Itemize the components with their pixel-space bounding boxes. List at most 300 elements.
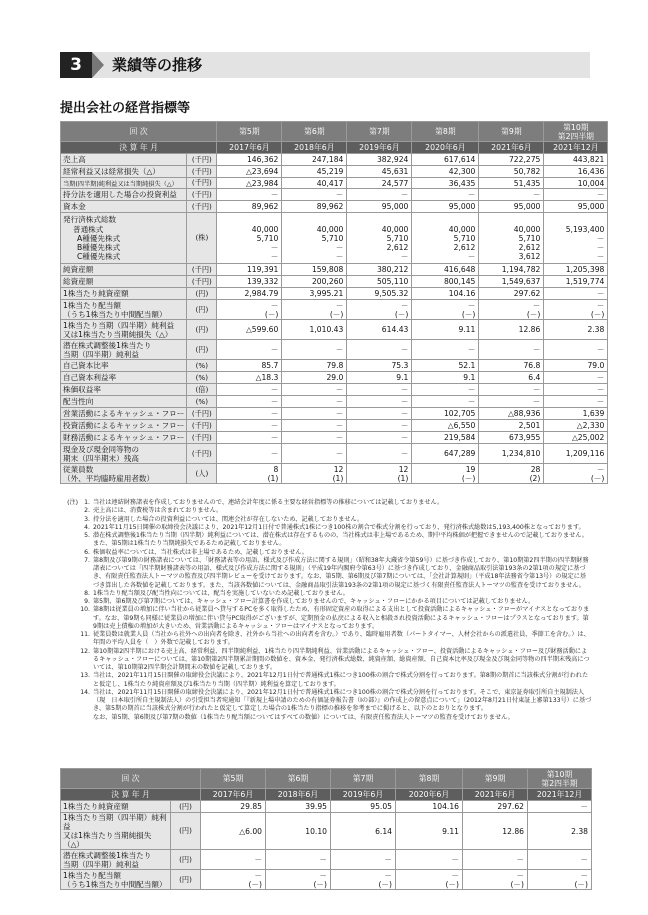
header-row (61, 122, 608, 142)
row-value: － (396, 850, 463, 870)
row-value: － (217, 444, 282, 464)
header-date-row (61, 789, 592, 801)
row-value: － (－) (396, 870, 463, 890)
row-value: － (－) (544, 300, 608, 320)
row-label: 営業活動によるキャッシュ・フロー (61, 408, 187, 420)
row-value: － (347, 384, 412, 396)
row-value: 52.1 (412, 360, 479, 372)
header-period: 第9期 (463, 769, 528, 789)
row-value: △2,330 (544, 420, 608, 432)
header-date: 2017年6月 (201, 789, 266, 801)
row-value: 9.11 (396, 813, 463, 850)
row-label: 売上高 (61, 154, 187, 166)
note-text: 当社は、2021年11月15日開催の取締役会決議により、2021年12月1日付で普通株式1株につき100株の割合で株式分割を行っております。そこで、東京証券取引所自主規制法人（現 日本取引所自主規制法人）の引受担当者宛通知「『新規上場申請のための有価証券報告書（Iの部）』の作成上の留意点について」（2012年8月21日付東証上審第133号）に基づき、第5期の期首に当該株式分割が行われたと仮定して算定した場合の1株当たり指標の推移を参考までに掲げると、以下のとおりとなります。 (93, 688, 592, 713)
row-value: 51,435 (479, 178, 544, 189)
row-label: 現金及び現金同等物の 期末（四半期末）残高 (61, 444, 187, 464)
row-label: 1株当たり当期（四半期）純利益 又は1株当たり当期純損失（△） (61, 320, 187, 340)
note-text: 第10期第2四半期における売上高、経常利益、四半期純利益、1株当たり四半期純利益、営業活動によるキャッシュ・フロー、投資活動によるキャッシュ・フロー及び財務活動によるキャッシュ・フローについては、第10期第2四半期累計期間の数値を、資本金、発行済株式総数、純資産額、総資産額、自己資本比率及び現金及び現金同等物の四半期末残高については、第10期第2四半期会計期間末の数値を記載しております。 (93, 647, 590, 671)
row-value: － (544, 288, 608, 300)
row-value: － (544, 396, 608, 408)
row-unit: (円) (171, 813, 201, 850)
header-period: 第7期 (347, 122, 412, 142)
row-label: 経常利益又は経常損失（△） (61, 166, 187, 178)
row-value: － (－) (479, 300, 544, 320)
chevron-icon (92, 52, 104, 78)
row-value: 1,519,774 (544, 276, 608, 288)
row-unit: (円) (187, 300, 217, 320)
row-unit: (円) (171, 850, 201, 870)
table-row (61, 801, 592, 813)
row-value: 40,000 5,710 2,612 － (412, 213, 479, 264)
row-value: － (201, 850, 266, 870)
header-period: 第5期 (217, 122, 282, 142)
header-date: 2021年12月 (528, 789, 592, 801)
note-item (60, 598, 592, 606)
row-value: － (－) (412, 300, 479, 320)
table-row (61, 384, 608, 396)
row-value: 3,995.21 (282, 288, 347, 300)
row-value: 45,219 (282, 166, 347, 178)
row-value: 45,631 (347, 166, 412, 178)
row-label: 持分法を適用した場合の投資利益 (61, 189, 187, 201)
row-unit: (人) (187, 464, 217, 484)
row-value: － (412, 396, 479, 408)
row-value: 443,821 (544, 154, 608, 166)
row-label: 1株当たり配当額 （うち1株当たり中間配当額） (61, 870, 171, 890)
row-value: 382,924 (347, 154, 412, 166)
header-date: 2019年6月 (331, 789, 396, 801)
row-value: － (479, 396, 544, 408)
row-value: 200,260 (282, 276, 347, 288)
note-text: 株価収益率については、当社株式は非上場であるため、記載しておりません。 (93, 548, 308, 556)
row-unit: (千円) (187, 154, 217, 166)
row-value: 40,000 5,710 2,612 － (347, 213, 412, 264)
row-value: 36,435 (412, 178, 479, 189)
row-unit: (円) (187, 340, 217, 360)
row-value: － (282, 396, 347, 408)
row-value: － (282, 408, 347, 420)
row-value: － (－) (282, 300, 347, 320)
header-period: 第7期 (331, 769, 396, 789)
financial-indicators-table (60, 121, 608, 484)
row-value: － (544, 189, 608, 201)
row-value: － (－) (463, 870, 528, 890)
row-unit: (千円) (187, 189, 217, 201)
row-value: 29.85 (201, 801, 266, 813)
header-kai: 回 次 (61, 122, 217, 142)
header-period: 第6期 (266, 769, 331, 789)
row-value: 6.4 (479, 372, 544, 384)
row-value: － (528, 850, 592, 870)
row-unit: (千円) (187, 276, 217, 288)
row-value: 9.1 (347, 372, 412, 384)
table-row (61, 432, 608, 444)
header-date-row (61, 142, 608, 154)
row-value: 42,300 (412, 166, 479, 178)
row-value: 380,212 (347, 264, 412, 276)
row-value: － (282, 384, 347, 396)
section-number: 3 (60, 52, 92, 78)
table-row (61, 166, 608, 178)
row-label: 財務活動によるキャッシュ・フロー (61, 432, 187, 444)
section-header (60, 52, 590, 78)
row-value: 102,705 (412, 408, 479, 420)
row-value: 8 (1) (217, 464, 282, 484)
row-value: － (282, 420, 347, 432)
row-value: 2,501 (479, 420, 544, 432)
note-number: 12. (80, 647, 90, 655)
row-value: － (347, 340, 412, 360)
row-value: 104.16 (412, 288, 479, 300)
row-value: － (217, 384, 282, 396)
note-text: 第8期及び第9期の財務諸表については、「財務諸表等の用語、様式及び作成方法に関する規則」（昭和38年大蔵省令第59号）に基づき作成しており、第10期第2四半期の四半期財務諸表については「四半期財務諸表等の用語、様式及び作成方法に関する規則」（平成19年内閣府令第63号）に基づき作成しており、金融商品取引法第193条の2第1項の規定に基づき、有限責任監査法人トーマツの監査及び四半期レビューを受けております。なお、第5期、第6期及び第7期については、「会社計算規則」（平成18年法務省令第13号）の規定に基づき算出した各数値を記載しております。また、当該各数値については、金融商品取引法第193条の2第1項の規定に基づく有限責任監査法人トーマツの監査を受けておりません。 (93, 556, 589, 589)
row-value: － (217, 340, 282, 360)
row-value: － (347, 189, 412, 201)
note-item (60, 499, 592, 507)
row-value: － (479, 189, 544, 201)
row-unit: (千円) (187, 166, 217, 178)
note-text: 当社は、2021年11月15日開催の取締役会決議により、2021年12月1日付で普通株式1株につき100株の割合で株式分割を行っております。第8期の期首に当該株式分割が行われたと仮定し、1株当たり純資産額及び1株当たり当期（四半期）純利益を算定しております。 (93, 672, 589, 688)
table-row (61, 189, 608, 201)
row-value: 1,234,810 (479, 444, 544, 464)
note-number: (注) 1. (67, 499, 90, 506)
note-item (60, 714, 592, 722)
row-unit: (千円) (187, 201, 217, 213)
row-value: 1,010.43 (282, 320, 347, 340)
row-value: △23,984 (217, 178, 282, 189)
row-unit: (円) (187, 320, 217, 340)
note-item (60, 557, 592, 590)
row-value: － (347, 432, 412, 444)
note-item (60, 631, 592, 648)
note-number: 7. (84, 556, 90, 564)
note-text: 潜在株式調整後1株当たり当期（四半期）純利益については、潜在株式は存在するものの、当社株式は非上場であるため、期中平均株価が把握できませんので記載しておりません。また、第5期は1株当たり当期純損失であるため記載しておりません。 (93, 532, 588, 548)
row-value: － (347, 396, 412, 408)
row-value: 722,275 (479, 154, 544, 166)
row-value: 139,332 (217, 276, 282, 288)
note-number: 2. (84, 507, 90, 515)
row-value: 12.86 (479, 320, 544, 340)
row-unit: (円) (171, 870, 201, 890)
row-value: 29.0 (282, 372, 347, 384)
share-class-label: B種優先株式 (77, 243, 121, 252)
row-unit: (千円) (187, 420, 217, 432)
row-value: △25,002 (544, 432, 608, 444)
row-value: － (412, 189, 479, 201)
row-value: 76.8 (479, 360, 544, 372)
row-value: － (412, 384, 479, 396)
row-value: － (331, 850, 396, 870)
row-label: 潜在株式調整後1株当たり 当期（四半期）純利益 (61, 850, 171, 870)
row-value: － (544, 340, 608, 360)
table-row (61, 420, 608, 432)
row-value: 119,391 (217, 264, 282, 276)
row-unit: (%) (187, 360, 217, 372)
row-value: 146,362 (217, 154, 282, 166)
table-row (61, 300, 608, 320)
row-value: 50,782 (479, 166, 544, 178)
row-value: 247,184 (282, 154, 347, 166)
note-number (60, 714, 93, 722)
note-item (60, 516, 592, 524)
note-number: 11. (80, 631, 90, 638)
row-value: － (217, 408, 282, 420)
row-value: 505,110 (347, 276, 412, 288)
row-value: △6.00 (201, 813, 266, 850)
row-value: 12 (1) (347, 464, 412, 484)
table-row (61, 201, 608, 213)
table-row (61, 178, 608, 189)
row-value: 95,000 (544, 201, 608, 213)
row-value: 1,205,398 (544, 264, 608, 276)
row-label: 1株当たり純資産額 (61, 801, 171, 813)
row-value: － (－) (217, 300, 282, 320)
shares-row (61, 213, 608, 264)
row-value: △88,936 (479, 408, 544, 420)
row-label: 自己資本比率 (61, 360, 187, 372)
row-label: 純資産額 (61, 264, 187, 276)
row-value: － (－) (331, 870, 396, 890)
per-share-reference-table (60, 768, 592, 890)
note-number: 13. (80, 672, 90, 680)
row-value: 79.0 (544, 360, 608, 372)
note-text: 当社は連結財務諸表を作成しておりませんので、連結会計年度に係る主要な経営指標等の推移については記載しておりません。 (93, 499, 444, 506)
table-row (61, 340, 608, 360)
row-value: － (217, 432, 282, 444)
row-value: 85.7 (217, 360, 282, 372)
row-label: 潜在株式調整後1株当たり 当期（四半期）純利益 (61, 340, 187, 360)
row-value: － (266, 850, 331, 870)
note-number: 5. (84, 532, 90, 539)
row-value: － (217, 420, 282, 432)
header-period: 第8期 (396, 769, 463, 789)
row-value: － (－) (528, 870, 592, 890)
header-date: 2020年6月 (412, 142, 479, 154)
row-value: 75.3 (347, 360, 412, 372)
row-value: 2.38 (544, 320, 608, 340)
row-unit: (千円) (187, 444, 217, 464)
row-value: 95,000 (347, 201, 412, 213)
note-item (60, 549, 592, 557)
row-value: 9.11 (412, 320, 479, 340)
row-value: △6,550 (412, 420, 479, 432)
table-row (61, 288, 608, 300)
header-date: 2021年6月 (463, 789, 528, 801)
row-value: 10,004 (544, 178, 608, 189)
row-value: 1,209,116 (544, 444, 608, 464)
row-value: 297.62 (479, 288, 544, 300)
note-text: 第5期、第6期及び第7期については、キャッシュ・フロー計算書を作成しておりませんので、キャッシュ・フローにかかる項目については記載しておりません。 (93, 598, 535, 605)
note-number: 4. (84, 523, 90, 531)
row-value: － (544, 384, 608, 396)
row-unit: (千円) (187, 264, 217, 276)
row-value: 12 (1) (282, 464, 347, 484)
table-row (61, 154, 608, 166)
note-text: なお、第5期、第6期及び第7期の数値（1株当たり配当額についてはすべての数値）については、有限責任監査法人トーマツの監査を受けておりません。 (93, 713, 514, 721)
table-row (61, 813, 592, 850)
row-value: 104.16 (396, 801, 463, 813)
shares-label (61, 213, 187, 264)
note-item (60, 606, 592, 631)
row-value: 416,648 (412, 264, 479, 276)
row-value: △23,694 (217, 166, 282, 178)
row-value: 1,549,637 (479, 276, 544, 288)
table-row (61, 264, 608, 276)
table-row (61, 360, 608, 372)
note-text: 第8期は従業員の増加に伴い当社から従業員へ貸与するPCを多く取得したため、有形固定資産の取得による支出として投資活動によるキャッシュ・フローがマイナスとなっております。なお、第9期も同様に従業員の増加に伴い貸与PC取得がございますが、定期預金の払戻による収入と相殺され投資活動によるキャッシュ・フローはプラスとなっております。第9期は売上債権の増加が大きいため、営業活動によるキャッシュ・フローはマイナスとなっております。 (93, 606, 590, 630)
row-value: 9,505.32 (347, 288, 412, 300)
row-value: － (282, 432, 347, 444)
row-value: 12.86 (463, 813, 528, 850)
row-value: － (528, 801, 592, 813)
row-unit: (倍) (187, 384, 217, 396)
row-value: 297.62 (463, 801, 528, 813)
share-class-label: C種優先株式 (77, 252, 121, 261)
row-value: 89,962 (217, 201, 282, 213)
row-unit: (株) (187, 213, 217, 264)
share-class-label: 普通株式 (73, 225, 104, 234)
row-value: － (282, 189, 347, 201)
row-value: － (347, 408, 412, 420)
note-text: 2021年11月15日開催の取締役会決議により、2021年12月1日付で普通株式1株につき100株の割合で株式分割を行っており、発行済株式総数は5,193,400株となっております。 (93, 523, 585, 531)
table-row (61, 372, 608, 384)
row-label: 自己資本利益率 (61, 372, 187, 384)
row-value: 617,614 (412, 154, 479, 166)
note-number: 9. (84, 598, 90, 605)
row-value: － (－) (347, 300, 412, 320)
row-value: － (－) (544, 464, 608, 484)
row-value: － (479, 340, 544, 360)
header-period: 第9期 (479, 122, 544, 142)
note-text: 売上高には、消費税等は含まれておりません。 (93, 507, 223, 515)
row-label: 総資産額 (61, 276, 187, 288)
row-value: 79.8 (282, 360, 347, 372)
share-class-label: A種優先株式 (77, 234, 121, 243)
note-item (60, 648, 592, 673)
row-value: 24,577 (347, 178, 412, 189)
row-value: 10.10 (266, 813, 331, 850)
table-row (61, 870, 592, 890)
row-value: 2,984.79 (217, 288, 282, 300)
note-number: 14. (80, 688, 90, 696)
row-label: 1株当たり純資産額 (61, 288, 187, 300)
note-item (60, 672, 592, 689)
row-value: 95,000 (479, 201, 544, 213)
header-kessan: 決 算 年 月 (61, 142, 217, 154)
row-value: － (217, 396, 282, 408)
row-value: 40,000 5,710 － － (217, 213, 282, 264)
row-value: △599.60 (217, 320, 282, 340)
header-date: 2019年6月 (347, 142, 412, 154)
row-value: － (282, 444, 347, 464)
note-number: 6. (84, 548, 90, 556)
row-value: 95,000 (412, 201, 479, 213)
header-date: 2017年6月 (217, 142, 282, 154)
row-value: 40,000 5,710 － － (282, 213, 347, 264)
row-value: 89,962 (282, 201, 347, 213)
row-label: 1株当たり配当額 （うち1株当たり中間配当額） (61, 300, 187, 320)
row-unit: (円) (171, 801, 201, 813)
row-value: △18.3 (217, 372, 282, 384)
notes (60, 499, 592, 722)
table-row (61, 396, 608, 408)
row-value: 1,194,782 (479, 264, 544, 276)
subsection-title: 提出会社の経営指標等 (60, 101, 191, 116)
row-value: 159,808 (282, 264, 347, 276)
table-row (61, 464, 608, 484)
row-value: 800,145 (412, 276, 479, 288)
row-value: － (217, 189, 282, 201)
row-value: 2.38 (528, 813, 592, 850)
row-value: 40,417 (282, 178, 347, 189)
table-row (61, 276, 608, 288)
row-value: － (282, 340, 347, 360)
note-item (60, 524, 592, 532)
row-value: 5,193,400 － － － (544, 213, 608, 264)
row-unit: (千円) (187, 178, 217, 189)
row-label: 投資活動によるキャッシュ・フロー (61, 420, 187, 432)
header-date: 2021年6月 (479, 142, 544, 154)
row-unit: (千円) (187, 432, 217, 444)
row-value: － (347, 444, 412, 464)
row-value: 647,289 (412, 444, 479, 464)
header-date: 2018年6月 (282, 142, 347, 154)
row-value: － (544, 372, 608, 384)
row-label: 配当性向 (61, 396, 187, 408)
row-value: 19 (－) (412, 464, 479, 484)
row-value: 40,000 5,710 2,612 3,612 (479, 213, 544, 264)
header-kai: 回 次 (61, 769, 201, 789)
note-text: 1株当たり配当額及び配当性向については、配当を実施していないため記載しておりません。 (93, 589, 349, 597)
note-item (60, 590, 592, 598)
row-value: 39.95 (266, 801, 331, 813)
header-row (61, 769, 592, 789)
header-period: 第10期 第2四半期 (528, 769, 592, 789)
row-value: － (463, 850, 528, 870)
row-value: 614.43 (347, 320, 412, 340)
header-period: 第8期 (412, 122, 479, 142)
header-period: 第5期 (201, 769, 266, 789)
row-value: 673,955 (479, 432, 544, 444)
note-number: 10. (80, 606, 90, 614)
row-value: 95.05 (331, 801, 396, 813)
row-unit: (%) (187, 396, 217, 408)
header-date: 2020年6月 (396, 789, 463, 801)
note-item (60, 532, 592, 549)
row-value: － (479, 384, 544, 396)
header-date: 2021年12月 (544, 142, 608, 154)
note-number: 3. (84, 515, 90, 523)
row-label: 資本金 (61, 201, 187, 213)
section-title: 業績等の推移 (112, 56, 203, 74)
row-unit: (千円) (187, 408, 217, 420)
row-value: － (347, 420, 412, 432)
table-row (61, 320, 608, 340)
row-label: 当期(四半期)純利益又は当期純損失（△） (61, 178, 187, 189)
row-value: － (－) (266, 870, 331, 890)
note-item (60, 689, 592, 714)
row-value: 28 (2) (479, 464, 544, 484)
row-label: 1株当たり当期（四半期）純利益 又は1株当たり当期純損失（△） (61, 813, 171, 850)
note-item (60, 507, 592, 515)
header-period: 第10期 第2四半期 (544, 122, 608, 142)
row-label: 従業員数 （外、平均臨時雇用者数） (61, 464, 187, 484)
note-text: 持分法を適用した場合の投資利益については、関連会社が存在しないため、記載しておりません。 (93, 515, 364, 523)
header-kessan: 決 算 年 月 (61, 789, 201, 801)
row-label: 株価収益率 (61, 384, 187, 396)
header-date: 2018年6月 (266, 789, 331, 801)
row-value: 16,436 (544, 166, 608, 178)
